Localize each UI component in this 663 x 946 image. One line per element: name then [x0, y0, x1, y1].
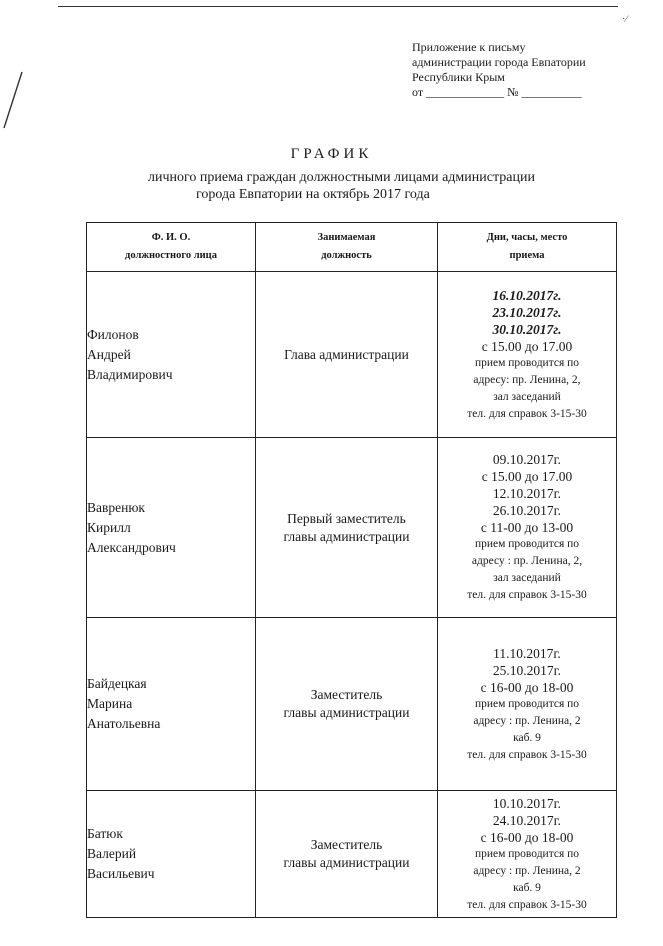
schedule-line: 24.10.2017г. [492, 812, 562, 828]
header-line: должность [321, 250, 372, 261]
schedule-line: зал заседаний [493, 572, 561, 584]
official-name-part: Марина [87, 696, 133, 711]
schedule-line: тел. для справок 3-15-30 [467, 898, 587, 911]
schedule-line: адресу : пр. Ленина, 2 [473, 714, 581, 727]
official-name-part: Вавренюк [87, 499, 145, 515]
appendix-line: Республики Крым [412, 70, 505, 84]
column-header-name [87, 223, 256, 272]
schedule-line: тел. для справок 3-15-30 [467, 748, 587, 761]
official-name-part: Анатольевна [87, 716, 161, 731]
reception-schedule-cell [438, 791, 617, 918]
position-line: главы администрации [283, 705, 410, 720]
official-name-cell [87, 791, 256, 918]
schedule-line: с 15.00 до 17.00 [481, 338, 573, 354]
position-cell [256, 618, 438, 791]
official-name-part: Байдецкая [87, 676, 147, 691]
document-title: ГРАФИК [290, 146, 373, 162]
schedule-line: прием проводится по [474, 356, 580, 369]
schedule-line: прием проводится по [474, 538, 580, 550]
position-line: Глава администрации [284, 346, 409, 362]
subtitle-line: города Евпатории на октябрь 2017 года [196, 187, 430, 202]
table-row [87, 272, 617, 438]
schedule-line: 09.10.2017г. [492, 452, 562, 467]
schedule-line: каб. 9 [513, 731, 541, 744]
appendix-line: администрации города Евпатории [412, 55, 586, 69]
official-name-part: Владимирович [87, 366, 173, 382]
official-name-part: Александрович [87, 539, 176, 555]
header-line: Занимаемая [317, 232, 376, 243]
schedule-line: прием проводится по [474, 847, 580, 860]
schedule-line: адресу : пр. Ленина, 2 [473, 864, 581, 877]
schedule-line: с 15.00 до 17.00 [481, 469, 573, 484]
official-name-cell [87, 438, 256, 618]
column-header-position [256, 223, 438, 272]
appendix-note [412, 40, 586, 100]
schedule-line: 11.10.2017г. [493, 645, 561, 661]
official-name-cell [87, 272, 256, 438]
reception-schedule-cell [438, 618, 617, 791]
position-line: Первый заместитель [287, 510, 406, 526]
header-line: приема [509, 250, 545, 261]
official-name-part: Кирилл [87, 519, 131, 535]
header-line: должностного лица [125, 250, 217, 261]
position-line: Заместитель [310, 837, 383, 852]
position-line: главы администрации [283, 528, 410, 544]
scan-top-border-line [58, 6, 618, 7]
scan-edge-mark [0, 70, 30, 130]
official-name-part: Валерий [87, 846, 137, 861]
schedule-line: прием проводится по [474, 697, 580, 710]
official-name-part: Васильевич [87, 866, 155, 881]
header-line: Дни, часы, место [486, 232, 568, 243]
header-line: Ф. И. О. [151, 232, 191, 243]
position-cell [256, 438, 438, 618]
schedule-line: тел. для справок 3-15-30 [467, 589, 587, 601]
table-header-row [87, 223, 617, 272]
appendix-line: от _____________ № __________ [412, 85, 582, 99]
position-cell [256, 791, 438, 918]
table-row [87, 791, 617, 918]
scan-corner-mark: ·∕ [622, 14, 627, 25]
schedule-line: 23.10.2017г. [492, 304, 562, 320]
official-name-part: Филонов [87, 326, 139, 342]
column-header-schedule [438, 223, 617, 272]
schedule-line: 16.10.2017г. [492, 287, 562, 303]
schedule-line: тел. для справок 3-15-30 [467, 407, 587, 420]
official-name-part: Андрей [87, 346, 131, 362]
table-row [87, 618, 617, 791]
table-row [87, 438, 617, 618]
reception-schedule-table [86, 222, 617, 918]
schedule-line: с 11-00 до 13-00 [480, 520, 574, 535]
position-cell [256, 272, 438, 438]
reception-schedule-cell [438, 438, 617, 618]
official-name-part: Батюк [87, 826, 123, 841]
schedule-line: 10.10.2017г. [492, 795, 562, 811]
position-line: Заместитель [310, 687, 383, 702]
official-name-cell [87, 618, 256, 791]
subtitle-line: личного приема граждан должностными лицами администрации [148, 170, 535, 185]
schedule-line: 25.10.2017г. [492, 662, 562, 678]
schedule-line: каб. 9 [513, 881, 541, 894]
position-line: главы администрации [283, 855, 410, 870]
schedule-line: с 16-00 до 18-00 [480, 679, 574, 695]
schedule-line: 26.10.2017г. [492, 503, 562, 518]
reception-schedule-cell [438, 272, 617, 438]
schedule-line: с 16-00 до 18-00 [480, 829, 574, 845]
schedule-line: 12.10.2017г. [492, 486, 562, 501]
schedule-line: 30.10.2017г. [492, 321, 562, 337]
schedule-line: адресу : пр. Ленина, 2, [471, 555, 583, 567]
appendix-line: Приложение к письму [412, 40, 526, 54]
schedule-line: адресу: пр. Ленина, 2, [473, 373, 581, 386]
schedule-line: зал заседаний [493, 390, 561, 403]
